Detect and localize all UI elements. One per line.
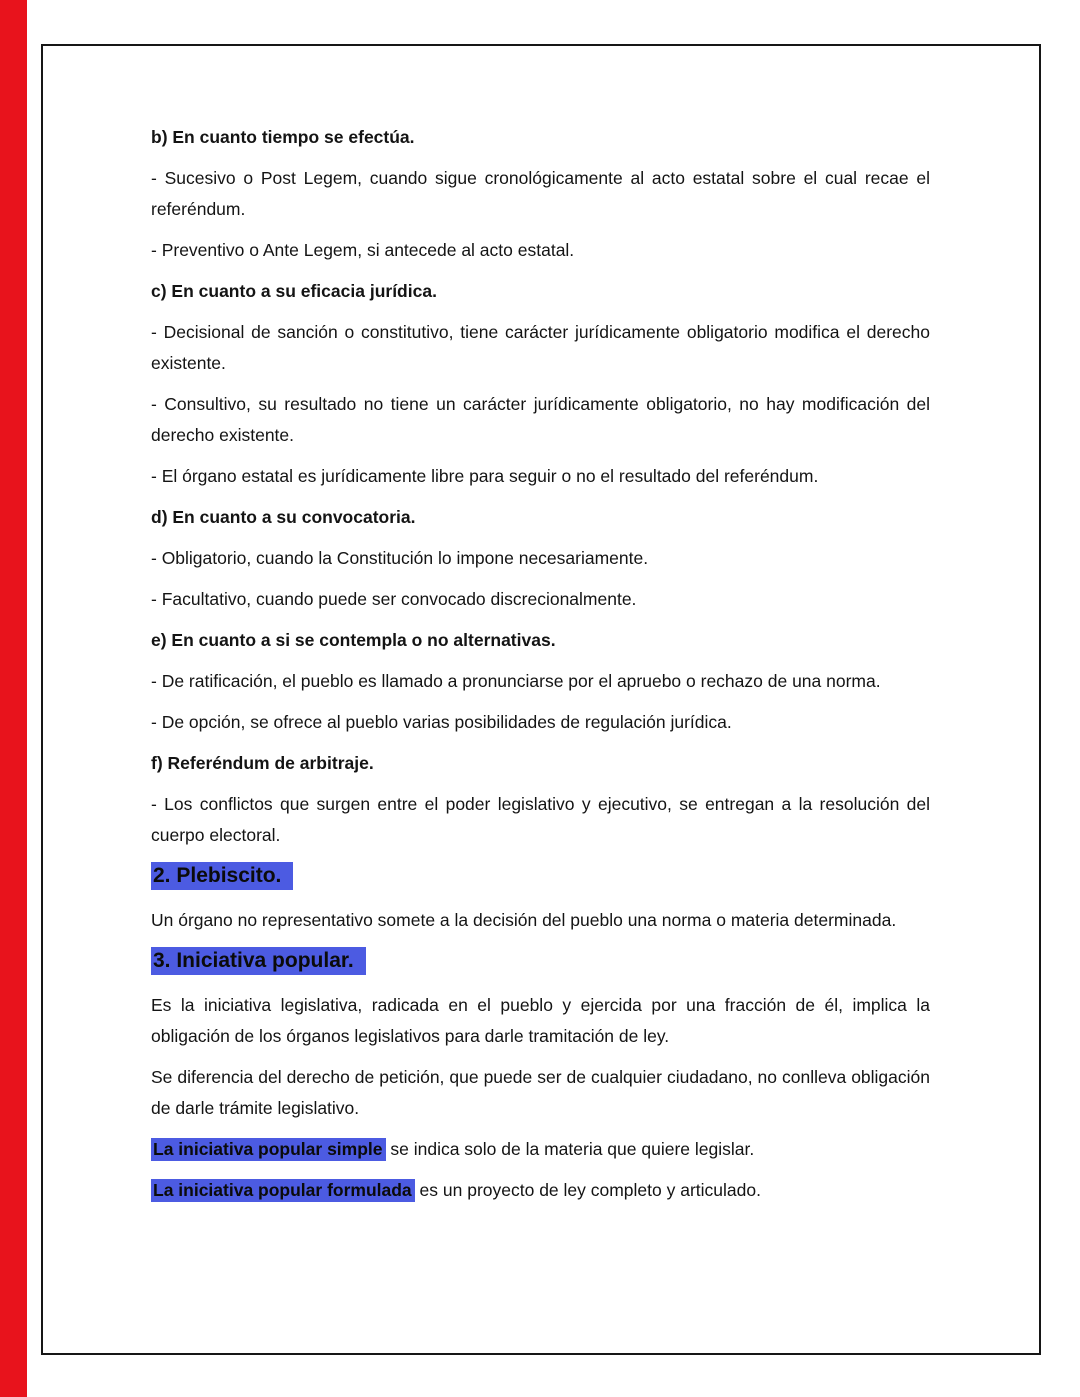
- section-heading-highlight: 2. Plebiscito.: [151, 862, 293, 890]
- red-margin-strip: [0, 0, 27, 1397]
- page-frame: [41, 44, 1041, 1355]
- paragraph: - Obligatorio, cuando la Constitución lo impone necesariamente.: [151, 548, 649, 568]
- paragraph: - Consultivo, su resultado no tiene un carácter jurídicamente obligatorio, no hay modificación del derecho existente.: [151, 394, 930, 445]
- section-heading: [151, 861, 930, 891]
- paragraph: - Facultativo, cuando puede ser convocado discrecionalmente.: [151, 589, 637, 609]
- highlight-lead-paragraph: [151, 1175, 930, 1206]
- paragraph: - Los conflictos que surgen entre el poder legislativo y ejecutivo, se entregan a la resolución del cuerpo electoral.: [151, 794, 930, 845]
- highlight-lead-paragraph: [151, 1134, 930, 1165]
- list-subheading: e) En cuanto a si se contempla o no alternativas.: [151, 630, 556, 650]
- paragraph: Es la iniciativa legislativa, radicada en el pueblo y ejercida por una fracción de él, implica la obligación de los órganos legislativos para darle tramitación de ley.: [151, 995, 930, 1046]
- paragraph: - Decisional de sanción o constitutivo, tiene carácter jurídicamente obligatorio modifica el derecho existente.: [151, 322, 930, 373]
- paragraph: - Sucesivo o Post Legem, cuando sigue cronológicamente al acto estatal sobre el cual recae el referéndum.: [151, 168, 930, 219]
- section-heading: [151, 946, 930, 976]
- list-subheading: d) En cuanto a su convocatoria.: [151, 507, 416, 527]
- list-subheading: b) En cuanto tiempo se efectúa.: [151, 127, 415, 147]
- highlight-lead-text: La iniciativa popular formulada: [151, 1179, 415, 1202]
- section-heading-highlight: 3. Iniciativa popular.: [151, 947, 366, 975]
- paragraph: - De ratificación, el pueblo es llamado a pronunciarse por el apruebo o rechazo de una norma.: [151, 671, 881, 691]
- document-body: [43, 46, 1039, 1206]
- paragraph-text: es un proyecto de ley completo y articulado.: [414, 1180, 761, 1200]
- paragraph: Un órgano no representativo somete a la decisión del pueblo una norma o materia determinada.: [151, 910, 897, 930]
- list-subheading: f) Referéndum de arbitraje.: [151, 753, 374, 773]
- highlight-lead-text: La iniciativa popular simple: [151, 1138, 386, 1161]
- paragraph: - El órgano estatal es jurídicamente libre para seguir o no el resultado del referéndum.: [151, 466, 819, 486]
- list-subheading: c) En cuanto a su eficacia jurídica.: [151, 281, 437, 301]
- paragraph: - Preventivo o Ante Legem, si antecede al acto estatal.: [151, 240, 575, 260]
- paragraph-text: se indica solo de la materia que quiere legislar.: [385, 1139, 755, 1159]
- paragraph: Se diferencia del derecho de petición, que puede ser de cualquier ciudadano, no conlleva obligación de darle trámite legislativo.: [151, 1067, 930, 1118]
- paragraph: - De opción, se ofrece al pueblo varias posibilidades de regulación jurídica.: [151, 712, 732, 732]
